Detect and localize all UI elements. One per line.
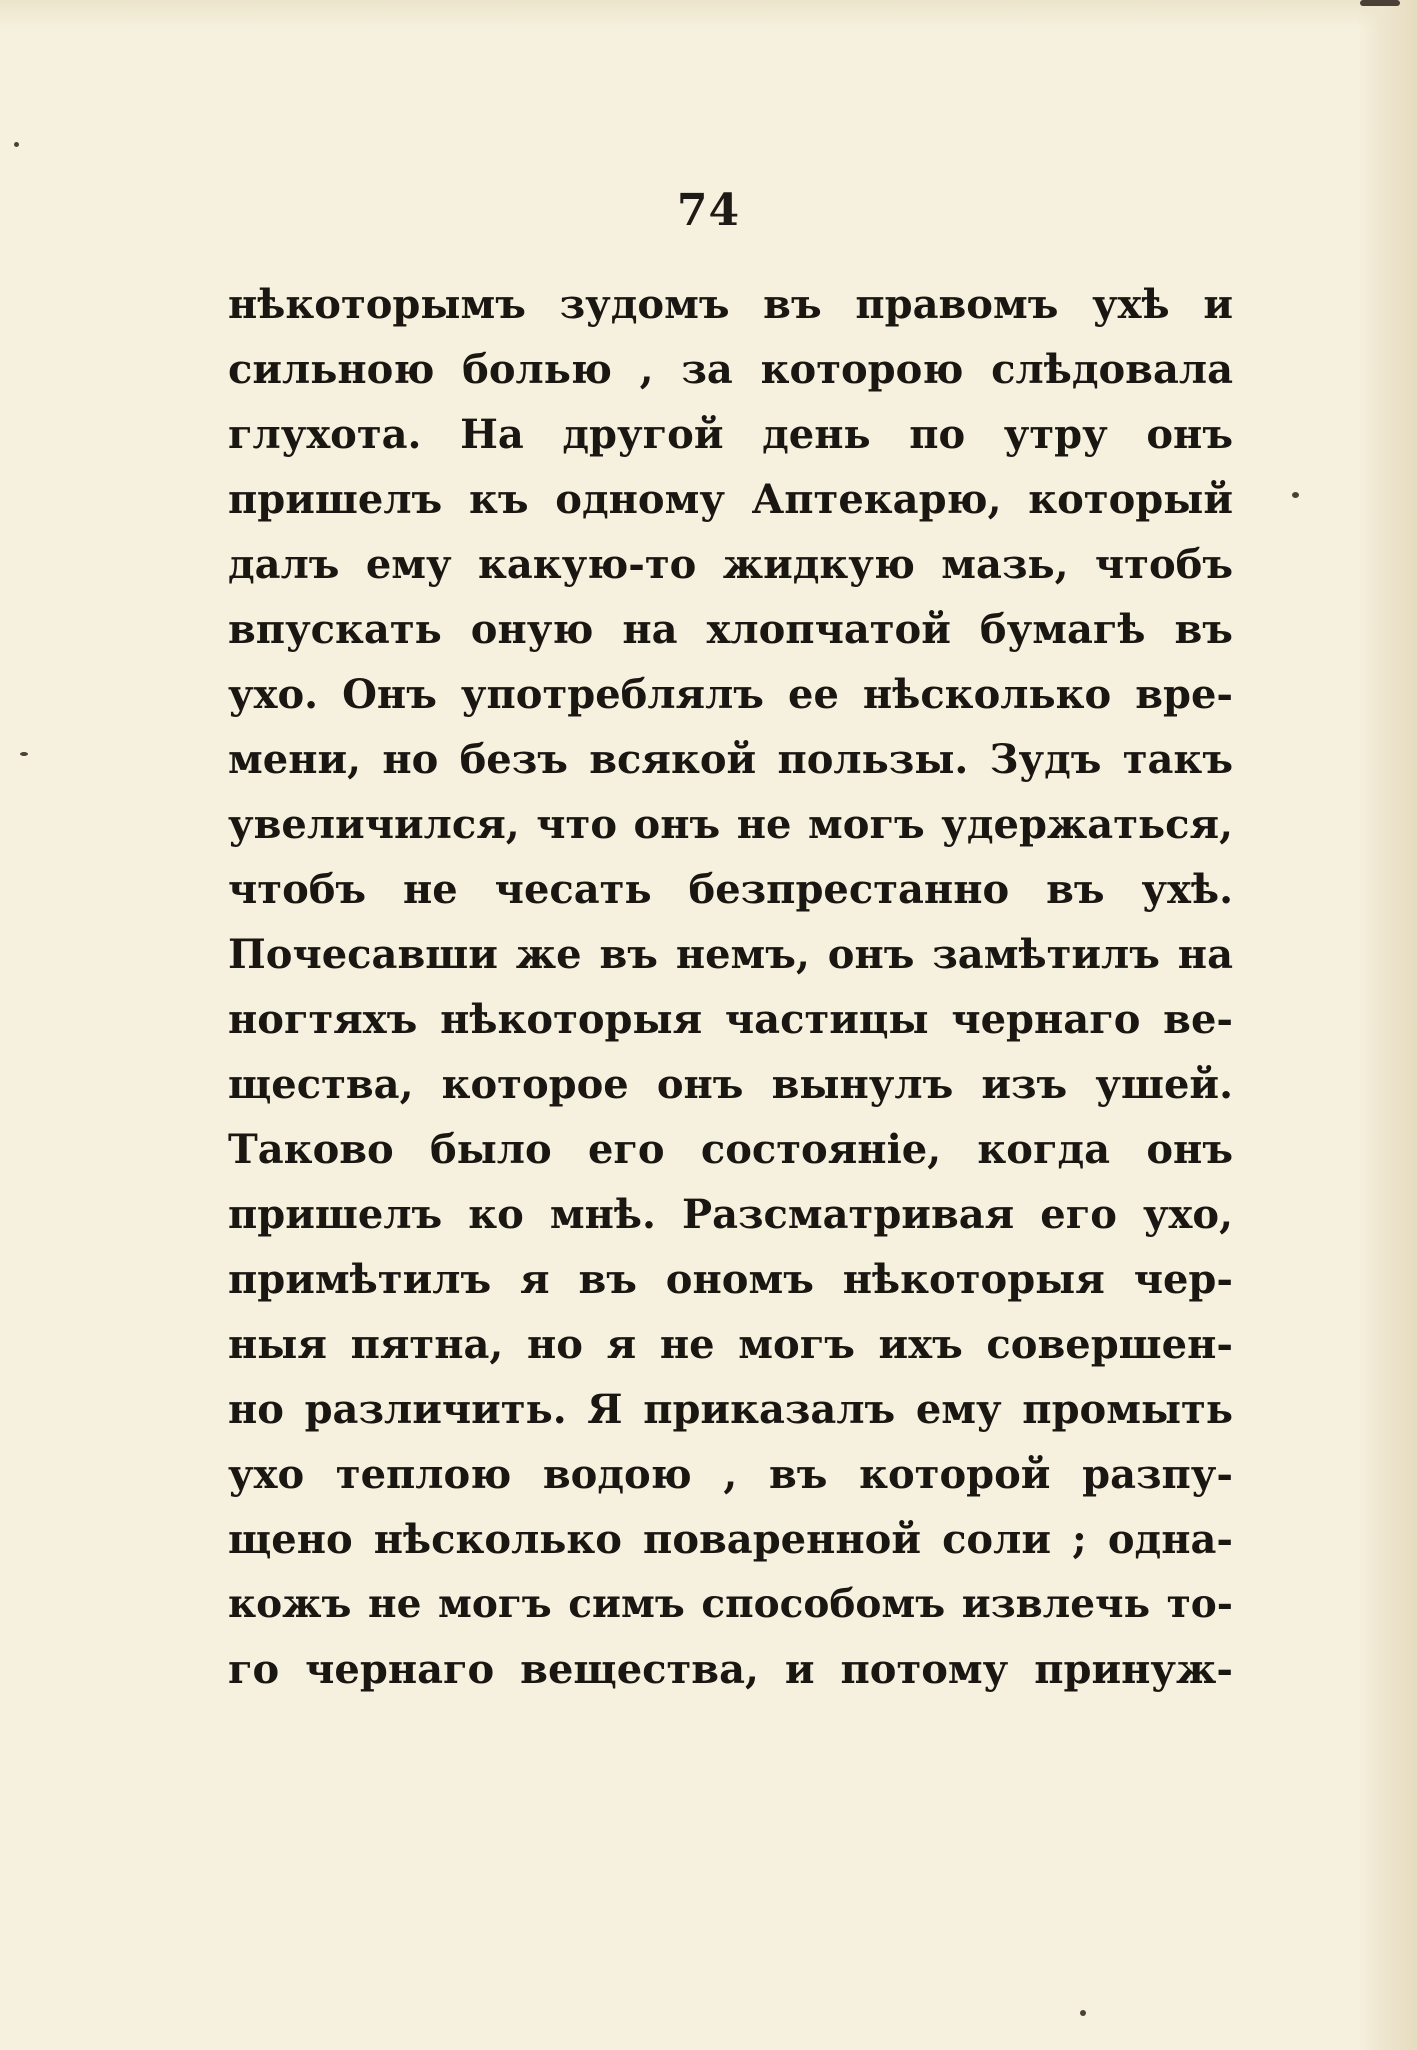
text-line: далъ ему какую-то жидкую мазь, чтобъ [228,541,1233,588]
text-line: примѣтилъ я въ ономъ нѣкоторыя чер- [228,1256,1233,1303]
text-line: мени, но безъ всякой пользы. Зудъ такъ [228,736,1233,783]
text-line: щества, которое онъ вынулъ изъ ушей. [228,1061,1233,1108]
text-line: увеличился, что онъ не могъ удержаться, [228,801,1233,848]
text-line: Таково было его состоянie, когда онъ [228,1126,1233,1173]
text-line: щено нѣсколько поваренной соли ; одна- [228,1516,1233,1563]
text-line: ногтяхъ нѣкоторыя частицы чернаго ве- [228,996,1233,1043]
text-line: нѣкоторымъ зудомъ въ правомъ ухѣ и [228,281,1233,328]
ink-speck [1080,2010,1086,2016]
body-text [228,272,1233,1702]
page-top-shadow [0,0,1417,30]
text-line: но различить. Я приказалъ ему промыть [228,1386,1233,1433]
page-number: 74 [676,185,741,236]
text-line: ухо. Онъ употреблялъ ее нѣсколько вре- [228,671,1233,718]
text-line: впускать оную на хлопчатой бумагѣ въ [228,606,1233,653]
text-line: пришелъ ко мнѣ. Разсматривая его ухо, [228,1191,1233,1238]
text-line: ухо теплою водою , въ которой разпу- [228,1451,1233,1498]
text-line: го чернаго вещества, и потому принуж- [228,1646,1233,1693]
text-line: кожъ не могъ симъ способомъ извлечь то- [228,1581,1233,1627]
text-line: ныя пятна, но я не могъ ихъ совершен- [228,1321,1233,1368]
text-line: пришелъ къ одному Аптекарю, который [228,476,1233,523]
text-line: Почесавши же въ немъ, онъ замѣтилъ на [228,931,1233,978]
page-edge-shadow [1357,0,1417,2050]
ink-speck [1292,492,1299,498]
text-line: глухота. На другой день по утру онъ [228,411,1233,458]
text-line: сильною болью , за которою слѣдовала [228,346,1233,393]
ink-speck [1360,0,1400,6]
ink-speck [14,142,19,147]
ink-speck [20,752,28,756]
text-line: чтобъ не чесать безпрестанно въ ухѣ. [228,866,1233,913]
